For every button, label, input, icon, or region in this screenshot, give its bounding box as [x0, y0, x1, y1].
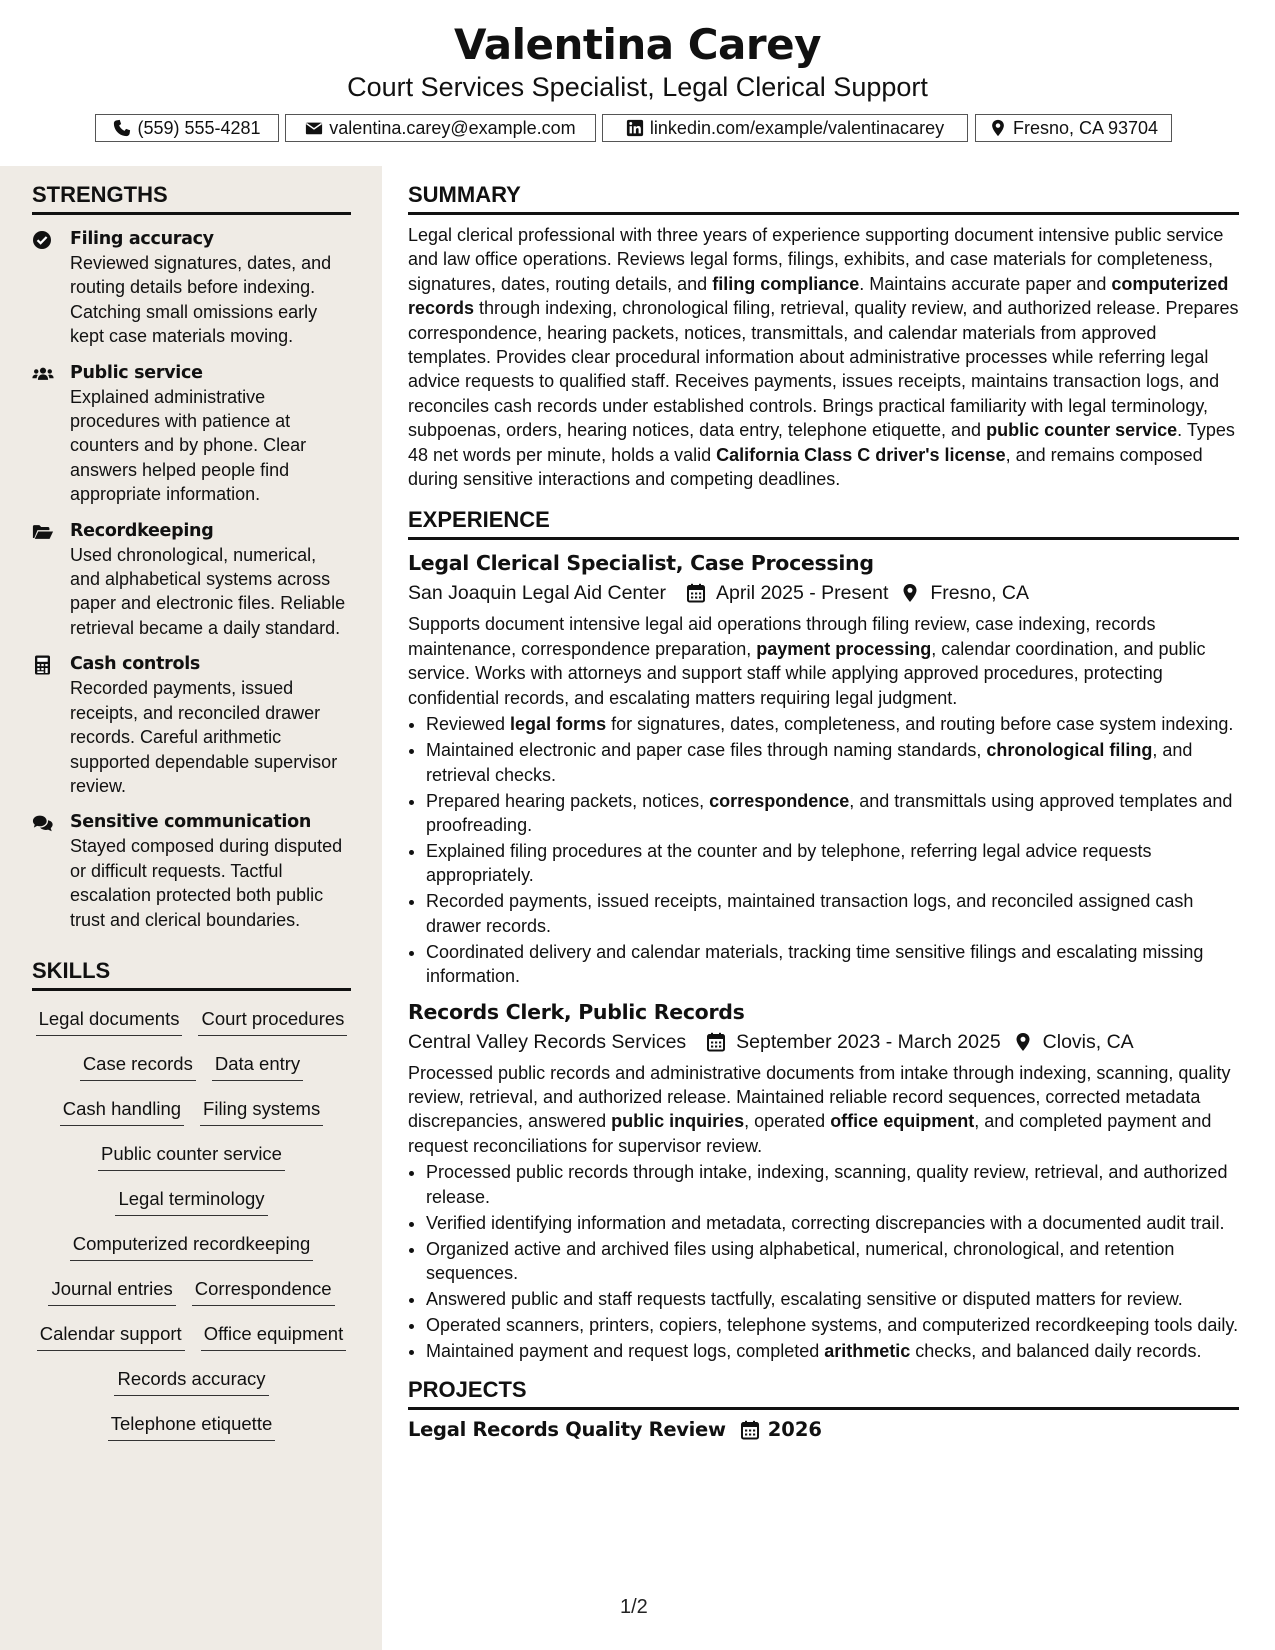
skill-tag: Data entry — [212, 1050, 303, 1081]
experience-heading: EXPERIENCE — [408, 507, 1239, 540]
text-run: , calendar coordination, and public service. Works with attorneys and support staff while applying approved procedures, protecting confidential records, and escalating matters requiring legal judgment. — [408, 638, 1206, 708]
text-run: , operated — [744, 1111, 831, 1132]
skill-tag: Cash handling — [60, 1095, 184, 1126]
text-run: Operated scanners, printers, copiers, telephone systems, and computerized recordkeeping tools daily. — [426, 1314, 1239, 1335]
location-text: Fresno, CA 93704 — [1012, 117, 1159, 138]
text-run: . Maintains accurate paper and — [859, 273, 1112, 294]
phone-contact[interactable] — [95, 114, 279, 142]
bold-keyword: public inquiries — [611, 1111, 745, 1132]
phone-text: (559) 555-4281 — [137, 117, 261, 138]
bullet-item — [426, 738, 1239, 787]
job-location: Clovis, CA — [1042, 1030, 1134, 1053]
skill-tag: Public counter service — [98, 1140, 285, 1171]
text-run: Maintained electronic and paper case files through naming standards, — [426, 740, 987, 761]
strength-item — [32, 227, 351, 349]
page-number: 1/2 — [620, 1596, 648, 1618]
linkedin-contact[interactable] — [602, 114, 968, 142]
skill-tag: Legal documents — [36, 1005, 183, 1036]
text-run: checks, and balanced daily records. — [910, 1340, 1202, 1361]
calendar-icon — [686, 583, 706, 603]
text-run: Explained filing procedures at the counter and by telephone, referring legal advice requests appropriately. — [426, 840, 1152, 886]
skill-tag: Records accuracy — [114, 1365, 268, 1396]
bullet-item — [426, 1211, 1239, 1235]
job-entry — [408, 998, 1239, 1364]
bold-keyword: chronological filing — [986, 740, 1153, 761]
main-content — [408, 166, 1239, 1441]
skill-tag: Office equipment — [201, 1320, 347, 1351]
text-run: Maintained payment and request logs, completed — [426, 1340, 825, 1361]
skill-tag: Legal terminology — [115, 1185, 267, 1216]
skill-tag: Case records — [80, 1050, 196, 1081]
skill-tag: Telephone etiquette — [108, 1410, 276, 1441]
strength-item — [32, 810, 351, 932]
bullet-item — [426, 1339, 1239, 1363]
bullet-item — [426, 789, 1239, 838]
email-text: valentina.carey@example.com — [329, 117, 576, 138]
text-run: Processed public records and administrative documents from intake through indexing, scanning, quality review, retrieval, and authorized release. Maintained reliable record sequences, corrected metadata discrepancies, answered — [408, 1062, 1231, 1132]
strength-desc: Used chronological, numerical, and alphabetical systems across paper and electronic files. Reliable retrieval became a daily standard. — [70, 544, 346, 638]
job-bullets — [408, 712, 1239, 988]
skills-heading: SKILLS — [32, 958, 351, 991]
strength-desc: Reviewed signatures, dates, and routing details before indexing. Catching small omissions early kept case materials moving. — [70, 253, 332, 347]
job-description — [408, 612, 1239, 710]
bold-keyword: arithmetic — [824, 1340, 911, 1361]
text-run: Verified identifying information and metadata, correcting discrepancies with a documented audit trail. — [426, 1212, 1225, 1233]
text-run: Answered public and staff requests tactfully, escalating sensitive or disputed matters for review. — [426, 1288, 1183, 1309]
bold-keyword: filing compliance — [712, 273, 860, 294]
phone-icon — [113, 119, 131, 137]
strength-desc: Explained administrative procedures with patience at counters and by phone. Clear answers helped people find appropriate information. — [70, 386, 307, 505]
project-entry — [408, 1418, 1239, 1441]
skill-tag: Correspondence — [192, 1275, 335, 1306]
bullet-item — [426, 940, 1239, 989]
bullet-item — [426, 1313, 1239, 1337]
text-run: . Types 48 net words per minute, holds a valid — [408, 420, 1235, 465]
text-run: , and transmittals using approved templates and proofreading. — [426, 790, 1233, 835]
strength-desc: Recorded payments, issued receipts, and reconciled drawer records. Careful arithmetic supported dependable supervisor review. — [70, 678, 338, 796]
job-dates: September 2023 - March 2025 — [736, 1030, 1001, 1053]
envelope-icon — [305, 119, 323, 137]
strength-desc: Stayed composed during disputed or difficult requests. Tactful escalation protected both public trust and clerical boundaries. — [70, 836, 343, 930]
summary-heading: SUMMARY — [408, 182, 1239, 215]
bold-keyword: legal forms — [510, 714, 607, 735]
email-contact[interactable] — [285, 114, 596, 142]
skill-tag: Computerized recordkeeping — [70, 1230, 314, 1261]
bullet-item — [426, 1237, 1239, 1286]
text-run: Organized active and archived files using alphabetical, numerical, chronological, and retention sequences. — [426, 1238, 1175, 1283]
check-circle-icon — [32, 230, 54, 250]
project-year: 2026 — [767, 1418, 822, 1442]
calendar-icon — [706, 1032, 726, 1052]
strength-title: Public service — [70, 362, 203, 383]
users-icon — [32, 364, 54, 384]
strength-item — [32, 519, 351, 641]
skill-tag: Court procedures — [198, 1005, 347, 1036]
candidate-name: Valentina Carey — [454, 20, 821, 69]
bold-keyword: correspondence — [709, 790, 850, 811]
bullet-item — [426, 839, 1239, 888]
skill-tag: Calendar support — [37, 1320, 185, 1351]
job-entry — [408, 549, 1239, 988]
text-run: Prepared hearing packets, notices, — [426, 790, 710, 811]
job-org: Central Valley Records Services — [408, 1030, 687, 1053]
strength-title: Cash controls — [70, 654, 201, 675]
job-title: Legal Clerical Specialist, Case Processing — [408, 551, 874, 576]
linkedin-text: linkedin.com/example/valentinacarey — [649, 117, 945, 138]
text-run: , and completed payment and request reconciliations for supervisor review. — [408, 1111, 1212, 1156]
job-description — [408, 1061, 1239, 1159]
calculator-icon — [32, 655, 54, 675]
skills-list — [32, 1005, 351, 1455]
text-run: , and remains composed during sensitive interactions and competing deadlines. — [408, 444, 1203, 490]
text-run: through indexing, chronological filing, retrieval, quality review, and authorized release. Prepares correspondence, hearing packets, notices, transmittals, and calendar materials from approved templates. Provides clear procedural information about administrative processes while referring legal advice requests to qualified staff. Receives payments, issues receipts, maintains transaction logs, and reconciles cash records under established controls. Brings practical familiarity with legal terminology, subpoenas, orders, hearing notices, data entry, telephone etiquette, and — [408, 298, 1239, 441]
bullet-item — [426, 1287, 1239, 1311]
folder-open-icon — [32, 522, 54, 542]
bold-keyword: office equipment — [830, 1111, 975, 1132]
bullet-item — [426, 1160, 1239, 1209]
projects-heading: PROJECTS — [408, 1377, 1239, 1410]
bold-keyword: public counter service — [986, 420, 1178, 441]
linkedin-icon — [626, 119, 644, 137]
location-contact — [975, 114, 1172, 142]
skill-tag: Journal entries — [48, 1275, 175, 1306]
text-run: Reviewed — [426, 714, 511, 735]
resume-header — [0, 0, 1275, 166]
bold-keyword: payment processing — [756, 638, 932, 659]
bold-keyword: California Class C driver's license — [716, 444, 1006, 465]
calendar-icon — [740, 1420, 760, 1440]
bullet-item — [426, 712, 1239, 736]
job-title: Records Clerk, Public Records — [408, 999, 745, 1024]
job-location: Fresno, CA — [930, 582, 1029, 605]
job-org: San Joaquin Legal Aid Center — [408, 582, 667, 605]
sidebar — [0, 166, 382, 1650]
text-run: Legal clerical professional with three years of experience supporting document intensive public service and law office operations. Reviews legal forms, filings, exhibits, and case materials for completeness, signatures, dates, routing details, and — [408, 225, 1224, 294]
comments-icon — [32, 813, 54, 833]
text-run: , and retrieval checks. — [426, 740, 1193, 785]
skill-tag: Filing systems — [200, 1095, 323, 1126]
job-dates: April 2025 - Present — [716, 582, 889, 605]
job-bullets — [408, 1160, 1239, 1363]
candidate-title: Court Services Specialist, Legal Clerical Support — [347, 72, 928, 102]
map-pin-icon — [1013, 1032, 1033, 1052]
strength-item — [32, 652, 351, 798]
text-run: Coordinated delivery and calendar materials, tracking time sensitive filings and escalating missing information. — [426, 941, 1204, 987]
text-run: Recorded payments, issued receipts, maintained transaction logs, and reconciled assigned cash drawer records. — [426, 891, 1194, 936]
map-pin-icon — [900, 583, 920, 603]
map-pin-icon — [989, 119, 1007, 137]
text-run: Processed public records through intake, indexing, scanning, quality review, retrieval, and authorized release. — [426, 1162, 1228, 1207]
job-meta — [408, 578, 1239, 608]
bold-keyword: computerized records — [408, 273, 1229, 319]
job-meta — [408, 1027, 1239, 1057]
strength-item — [32, 361, 351, 507]
strength-title: Filing accuracy — [70, 229, 214, 249]
bullet-item — [426, 889, 1239, 938]
text-run: Supports document intensive legal aid operations through filing review, case indexing, records maintenance, correspondence preparation, — [408, 614, 1156, 659]
strength-title: Recordkeeping — [70, 520, 214, 541]
text-run: for signatures, dates, completeness, and routing before case system indexing. — [606, 714, 1234, 735]
strength-title: Sensitive communication — [70, 812, 311, 833]
contact-bar — [0, 114, 1275, 144]
strengths-heading: STRENGTHS — [32, 182, 351, 215]
project-title: Legal Records Quality Review — [408, 1418, 726, 1442]
summary-text — [408, 223, 1239, 491]
